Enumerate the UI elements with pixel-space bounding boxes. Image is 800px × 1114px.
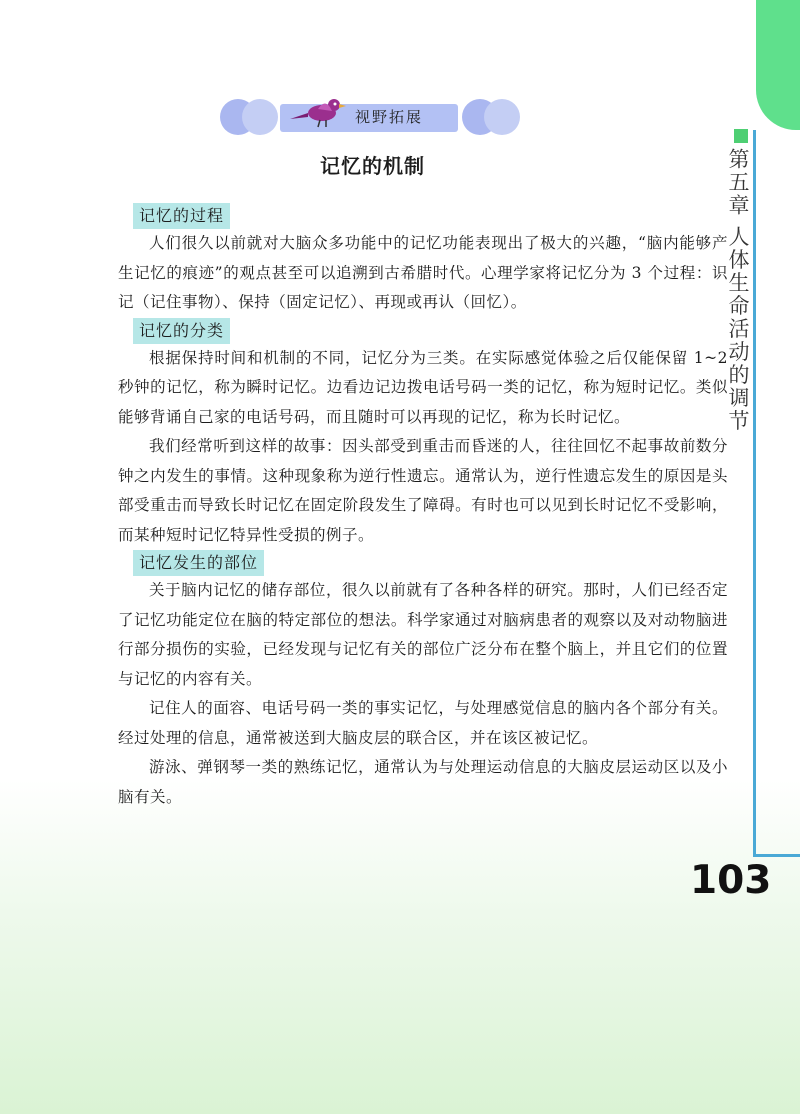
side-rule [753, 130, 756, 856]
section-process [118, 203, 728, 318]
paragraph: 游泳、弹钢琴一类的熟练记忆，通常认为与处理运动信息的大脑皮层运动区以及小脑有关。 [118, 758, 728, 806]
chapter-marker [734, 129, 748, 143]
bird-icon [288, 93, 348, 133]
section-location [118, 550, 728, 812]
paragraph: 人们很久以前就对大脑众多功能中的记忆功能表现出了极大的兴趣，“脑内能够产生记忆的痕迹”的观点甚至可以追溯到古希腊时代。心理学家将记忆分为 3 个过程：识记（记住事物）、保持（固定记忆）、再现或再认（回忆）。 [118, 234, 728, 311]
page-number: 103 [690, 858, 772, 903]
banner-label: 视野拓展 [355, 108, 424, 126]
paragraph: 根据保持时间和机制的不同，记忆分为三类。在实际感觉体验之后仅能保留 1~2 秒钟的记忆，称为瞬时记忆。边看边记边拨电话号码一类的记忆，称为短时记忆。类似能够背诵自己家的电话号码，而且随时可以再现的记忆，称为长时记忆。 [118, 348, 728, 426]
page-title: 记忆的机制 [320, 154, 425, 178]
paragraph: 我们经常听到这样的故事：因头部受到重击而昏迷的人，往往回忆不起事故前数分钟之内发生的事情。这种现象称为逆行性遗忘。通常认为，逆行性遗忘发生的原因是头部受重击而导致长时记忆在固定阶段发生了障碍。有时也可以见到长时记忆不受影响，而某种短时记忆特异性受损的例子。 [118, 437, 728, 544]
main-content [118, 203, 728, 812]
section-classification [118, 318, 728, 551]
chapter-title: 第五章 人体生命活动的调节 [726, 148, 750, 433]
paragraph: 关于脑内记忆的储存部位，很久以前就有了各种各样的研究。那时，人们已经否定了记忆功能定位在脑的特定部位的想法。科学家通过对脑病患者的观察以及对动物脑进行部分损伤的实验，已经发现与记忆有关的部位广泛分布在整个脑上，并且它们的位置与记忆的内容有关。 [118, 581, 728, 688]
section-heading: 记忆发生的部位 [133, 550, 264, 576]
banner-dot [484, 99, 520, 135]
side-rule-bottom [753, 854, 800, 857]
section-heading: 记忆的过程 [133, 203, 230, 229]
paragraph: 记住人的面容、电话号码一类的事实记忆，与处理感觉信息的脑内各个部分有关。经过处理的信息，通常被送到大脑皮层的联合区，并在该区被记忆。 [118, 699, 728, 747]
section-heading: 记忆的分类 [133, 318, 230, 344]
corner-decoration [756, 0, 800, 130]
banner-dot [242, 99, 278, 135]
section-banner [220, 99, 520, 135]
